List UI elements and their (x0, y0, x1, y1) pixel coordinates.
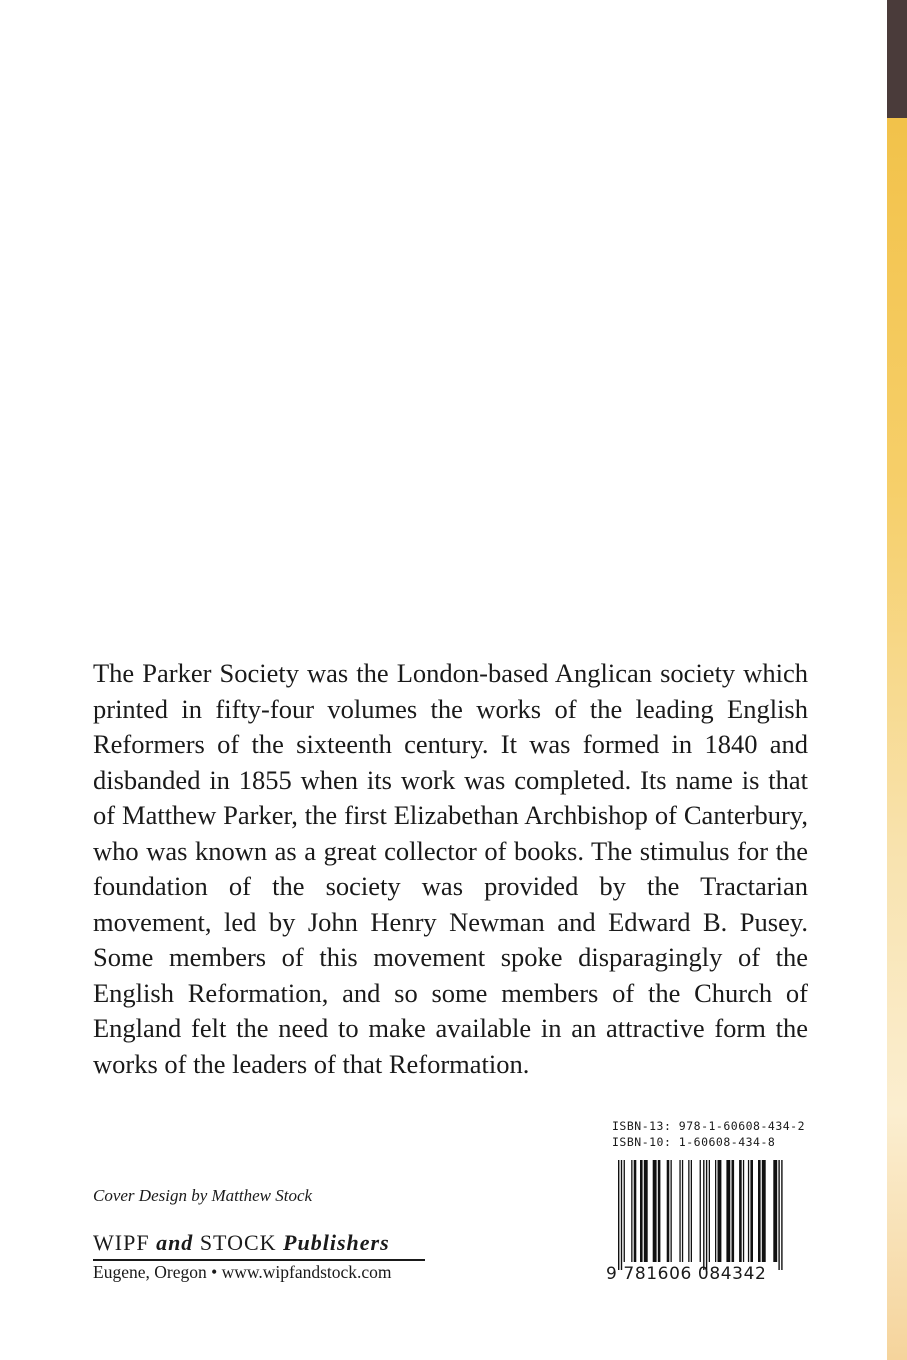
barcode-bar (778, 1160, 779, 1270)
barcode-bar (618, 1160, 619, 1270)
barcode-bar (758, 1160, 761, 1262)
barcode-bar (732, 1160, 735, 1262)
barcode-bar (703, 1160, 704, 1270)
barcode-bar (706, 1160, 707, 1270)
barcode-bar (688, 1160, 689, 1262)
back-cover-blurb: The Parker Society was the London-based Anglican society which printed in fifty-four volumes the works of the leading English Reformers of the sixteenth century. It was formed in 1840 and disbanded in 1855 when its work was completed. Its name is that of Matthew Parker, the first Elizabethan Archbishop of Canterbury, who was known as a great collector of books. The stimulus for the foundation of the society was provided by the Tractarian movement, led by John Henry Newman and Edward B. Pusey. Some members of this movement spoke disparagingly of the English Reformation, and so some members of the Church of England felt the need to make available in an attractive form the works of the leaders of that Reformation. (93, 658, 808, 1079)
publisher-name-stock: STOCK (199, 1230, 277, 1255)
barcode-bar (644, 1160, 648, 1262)
barcode-bar (640, 1160, 643, 1262)
spine-band-dark (887, 0, 907, 118)
barcode-bar (743, 1160, 744, 1262)
publisher-name (93, 1230, 425, 1261)
publisher-address: Eugene, Oregon • www.wipfandstock.com (93, 1262, 392, 1282)
publisher-name-wipf: WIPF (93, 1230, 150, 1255)
isbn-13: ISBN-13: 978-1-60608-434-2 (612, 1119, 806, 1133)
barcode-bar (715, 1160, 716, 1262)
barcode-bar (682, 1160, 683, 1262)
barcode-bar (700, 1160, 701, 1262)
publisher-name-and: and (156, 1230, 194, 1255)
barcode-bar (739, 1160, 742, 1262)
barcode-bar (691, 1160, 692, 1262)
barcode-bar (653, 1160, 657, 1262)
barcode-bar (667, 1160, 670, 1262)
spine-band-gold (887, 118, 907, 1360)
barcode-bar (634, 1160, 637, 1262)
barcode-bar (781, 1160, 782, 1270)
barcode-bar (748, 1160, 749, 1262)
barcode-bar (718, 1160, 722, 1262)
barcode-number: 9 781606 084342 (606, 1264, 767, 1284)
publisher-name-publishers: Publishers (283, 1230, 390, 1255)
barcode-bar (773, 1160, 777, 1262)
barcode (616, 1160, 812, 1272)
barcode-bar (750, 1160, 753, 1262)
isbn-block (606, 1118, 812, 1294)
barcode-bar (671, 1160, 672, 1262)
barcode-bar (631, 1160, 632, 1262)
barcode-bar (679, 1160, 680, 1262)
barcode-bar (624, 1160, 625, 1262)
cover-design-credit: Cover Design by Matthew Stock (93, 1186, 313, 1205)
barcode-bar (726, 1160, 730, 1262)
barcode-bar (709, 1160, 710, 1262)
isbn-10: ISBN-10: 1-60608-434-8 (612, 1135, 776, 1149)
barcode-bar (621, 1160, 622, 1270)
barcode-bar (658, 1160, 661, 1262)
barcode-bar (762, 1160, 766, 1262)
